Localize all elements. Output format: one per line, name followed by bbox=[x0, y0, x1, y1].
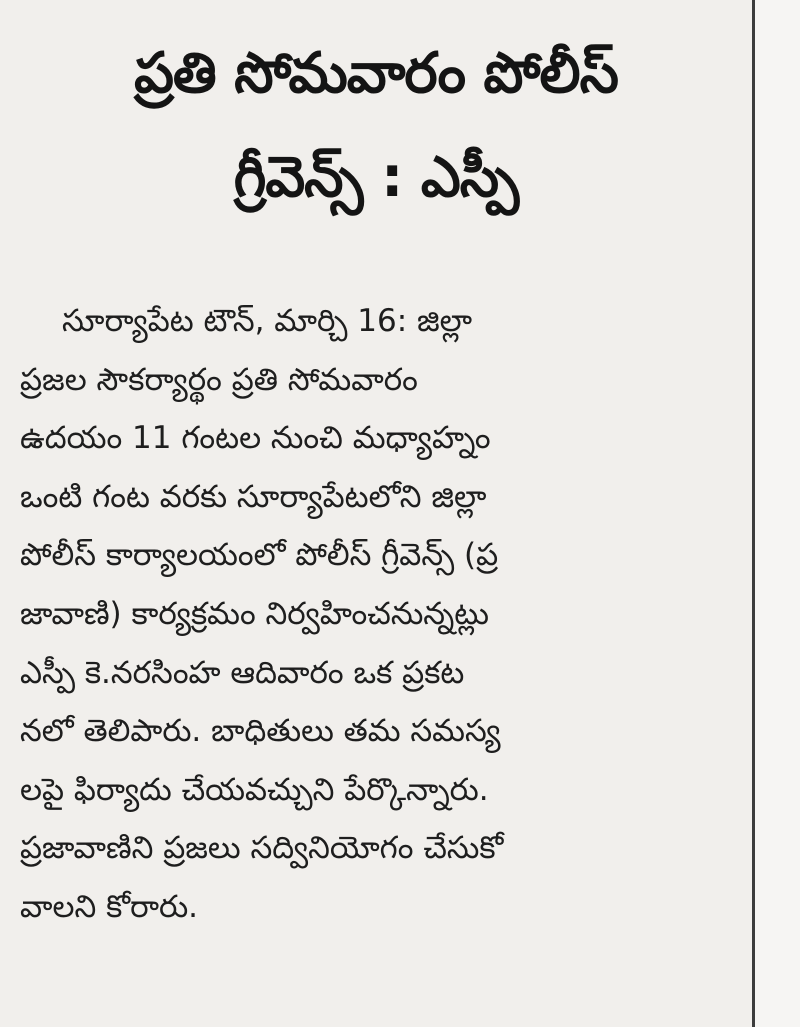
body-line: ప్రజావాణిని ప్రజలు సద్వినియోగం చేసుకో bbox=[20, 830, 504, 867]
body-line: నలో తెలిపారు. బాధితులు తమ సమస్య bbox=[20, 713, 501, 750]
body-line: ఒంటి గంట వరకు సూర్యాపేటలోని జిల్లా bbox=[20, 478, 487, 515]
body-line: సూర్యాపేట టౌన్, మార్చి 16: జిల్లా bbox=[62, 303, 473, 339]
body-line: లపై ఫిర్యాదు చేయవచ్చుని పేర్కొన్నారు. bbox=[20, 771, 489, 808]
body-line: ఉదయం 11 గంటల నుంచి మధ్యాహ్నం bbox=[20, 420, 491, 457]
article-headline bbox=[20, 22, 732, 230]
body-line: జావాణి) కార్యక్రమం నిర్వహించనున్నట్లు bbox=[20, 595, 489, 632]
adjacent-column-edge bbox=[755, 0, 800, 1027]
body-line: పోలీస్ కార్యాలయంలో పోలీస్ గ్రీవెన్స్ (ప్ర bbox=[20, 537, 499, 574]
body-line: వాలని కోరారు. bbox=[20, 888, 199, 925]
body-line: ప్రజల సౌకర్యార్థం ప్రతి సోమవారం bbox=[20, 361, 418, 398]
body-line: ఎస్పీ కె.నరసింహ ఆదివారం ఒక ప్రకట bbox=[20, 654, 465, 691]
article-body bbox=[20, 292, 726, 937]
headline-line-2: గ్రీవెన్స్ : ఎస్పీ bbox=[233, 145, 519, 210]
headline-line-1: ప్రతి సోమవారం పోలీస్ bbox=[134, 41, 618, 106]
